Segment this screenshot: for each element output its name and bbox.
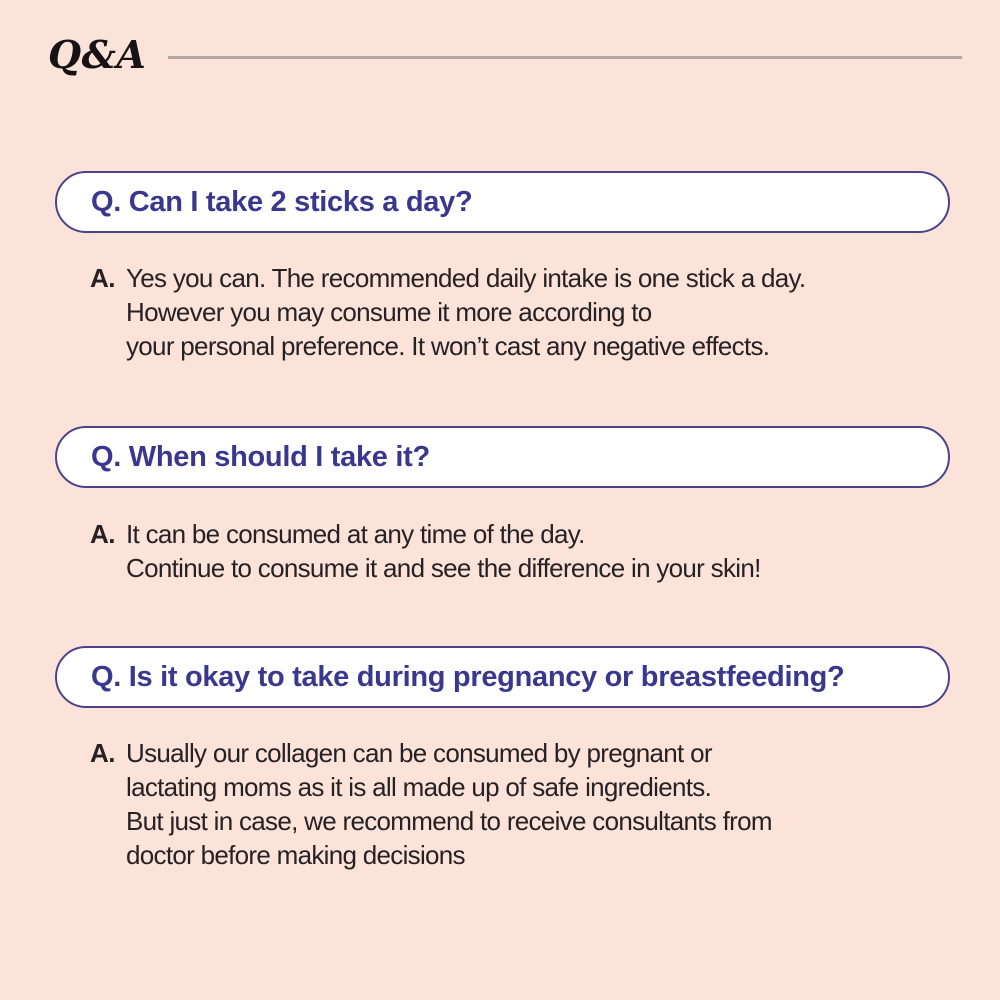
answer-lines-1: [126, 261, 805, 363]
answer-prefix-2: A.: [90, 519, 115, 549]
answer-line: lactating moms as it is all made up of safe ingredients.: [126, 772, 712, 802]
answer-prefix-1: A.: [90, 263, 115, 293]
answer-line: Yes you can. The recommended daily intake is one stick a day.: [126, 263, 806, 293]
answer-block-1: [90, 261, 805, 363]
answer-block-3: [90, 736, 772, 872]
page-header: [48, 32, 962, 77]
answer-block-2: [90, 517, 761, 585]
answer-line: However you may consume it more according to: [126, 297, 652, 327]
question-text-1: Q. Can I take 2 sticks a day?: [91, 185, 473, 218]
answer-lines-2: [126, 517, 761, 585]
question-pill-1: [55, 171, 950, 233]
answer-lines-3: [126, 736, 772, 872]
answer-line: But just in case, we recommend to receive consultants from: [126, 806, 772, 836]
question-text-2: Q. When should I take it?: [91, 440, 430, 473]
question-text-3: Q. Is it okay to take during pregnancy or breastfeeding?: [91, 660, 845, 693]
answer-prefix-3: A.: [90, 738, 115, 768]
answer-line: It can be consumed at any time of the day.: [126, 519, 585, 549]
answer-line: Continue to consume it and see the difference in your skin!: [126, 553, 761, 583]
question-pill-2: [55, 426, 950, 488]
page-title: Q&A: [48, 32, 147, 77]
header-divider-line: [168, 56, 962, 59]
answer-line: your personal preference. It won’t cast any negative effects.: [126, 331, 770, 361]
answer-line: doctor before making decisions: [126, 840, 465, 870]
answer-line: Usually our collagen can be consumed by pregnant or: [126, 738, 712, 768]
question-pill-3: [55, 646, 950, 708]
